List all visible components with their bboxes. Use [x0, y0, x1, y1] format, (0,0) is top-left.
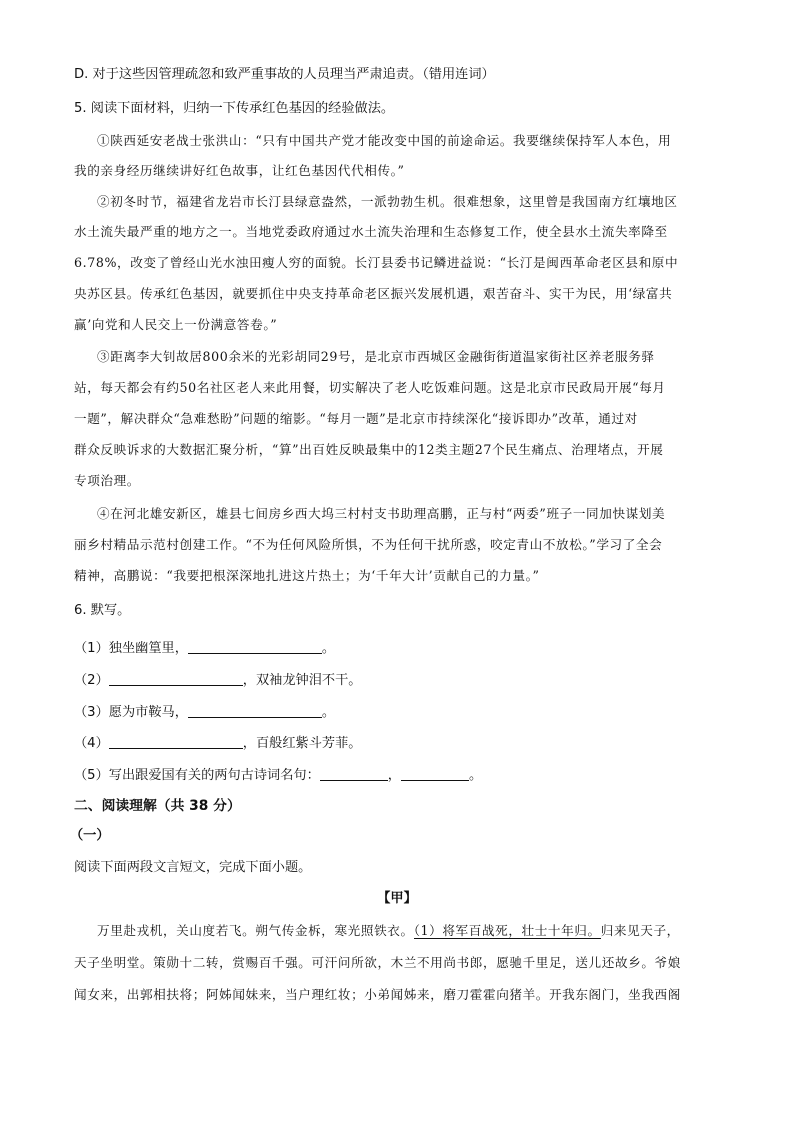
- answer-blank[interactable]: [401, 766, 469, 781]
- material-line: 群众反映诉求的大数据汇聚分析，“算”出百姓反映最集中的12类主题27个民生痛点、治理堵点，开展: [74, 442, 664, 457]
- answer-blank[interactable]: [109, 734, 243, 749]
- material-line: 站，每天都会有约50名社区老人来此用餐，切实解决了老人吃饭难问题。这是北京市民政局开展“每月: [74, 380, 666, 395]
- passage-line: 天子坐明堂。策勋十二转，赏赐百千强。可汗问所欲，木兰不用尚书郎，愿驰千里足，送儿还故乡。爷娘: [74, 955, 681, 970]
- dictation-item-1: [74, 639, 335, 658]
- material-line: 专项治理。: [74, 473, 140, 488]
- dictation-text: （4）: [74, 736, 109, 751]
- material-line: ④在河北雄安新区，雄县七间房乡西大坞三村村支书助理高鹏，正与村“两委”班子一同加快谋划美: [97, 506, 666, 521]
- material-line: 我的亲身经历继续讲好红色故事，让红色基因代代相传。”: [74, 163, 405, 178]
- underlined-sentence: （1）将军百战死，壮士十年归。: [413, 923, 601, 938]
- question-5-prompt: 5. 阅读下面材料，归纳一下传承红色基因的经验做法。: [74, 101, 395, 116]
- section-heading: 二、阅读理解（共 38 分）: [74, 798, 241, 814]
- material-line: 水土流失最严重的地方之一。当地党委政府通过水土流失治理和生态修复工作，使全县水土流失率降至: [74, 224, 668, 239]
- material-line: 丽乡村精品示范村创建工作。“不为任何风险所惧，不为任何干扰所惑，咬定青山不放松。”学习了全会: [74, 537, 663, 552]
- dictation-item-4: [74, 734, 361, 753]
- passage-text: 万里赴戎机，关山度若飞。朔气传金柝，寒光照铁衣。: [97, 923, 414, 938]
- material-line: 6.78%，改变了曾经山光水浊田瘦人穷的面貌。长汀县委书记鳞进益说：“长汀是闽西革命老区县和原中: [74, 255, 679, 270]
- passage-jia-title: 【甲】: [377, 891, 417, 906]
- dictation-text: （3）愿为市鞍马，: [74, 705, 188, 720]
- material-line: 赢’向党和人民交上一份满意答卷。”: [74, 317, 278, 332]
- dictation-text: 。: [321, 705, 336, 720]
- material-line: 央苏区县。传承红色基因，就要抓住中央支持革命老区振兴发展机遇，艰苦奋斗、实干为民，用‘绿富共: [74, 286, 673, 301]
- passage-line: 闻女来，出郭相扶将；阿姊闻妹来，当户理红妆；小弟闻姊来，磨刀霍霍向猪羊。开我东阁门，坐我西阁: [74, 987, 681, 1002]
- dictation-text: ，百般红紫斗芳菲。: [242, 736, 362, 751]
- material-line: ①陕西延安老战士张洪山：“只有中国共产党才能改变中国的前途命运。我要继续保持军人本色，用: [97, 133, 672, 148]
- subsection-heading: （一）: [70, 828, 110, 843]
- dictation-text: （2）: [74, 673, 109, 688]
- question-6-prompt: 6. 默写。: [74, 603, 131, 618]
- answer-blank[interactable]: [188, 703, 322, 718]
- material-line: ②初冬时节，福建省龙岩市长汀县绿意盎然，一派勃勃生机。很难想象，这里曾是我国南方红壤地区: [97, 194, 678, 209]
- dictation-item-2: [74, 671, 361, 690]
- dictation-text: ，双袖龙钟泪不干。: [242, 673, 362, 688]
- material-line: 精神，高鹏说：“我要把根深深地扎进这片热土；为‘千年大计’贡献自己的力量。”: [74, 568, 540, 583]
- dictation-text: （5）写出跟爱国有关的两句古诗词名句：: [74, 768, 320, 783]
- material-line: 一题”，解决群众“急难愁盼”问题的缩影。“每月一题”是北京市持续深化“接诉即办”改革，通过对: [74, 411, 638, 426]
- dictation-text: 。: [321, 641, 336, 656]
- dictation-item-3: [74, 703, 335, 722]
- dictation-text: 。: [468, 768, 483, 783]
- answer-blank[interactable]: [320, 766, 388, 781]
- reading-instruction: 阅读下面两段文言短文，完成下面小题。: [74, 860, 312, 875]
- passage-line: [97, 922, 680, 940]
- dictation-text: （1）独坐幽篁里，: [74, 641, 188, 656]
- dictation-text: ，: [387, 768, 401, 783]
- answer-blank[interactable]: [109, 671, 243, 686]
- material-line: ③距离李大钊故居800余米的光彩胡同29号，是北京市西城区金融街街道温家街社区养老服务驿: [97, 349, 655, 364]
- item-d: D. 对于这些因管理疏忽和致严重事故的人员理当严肃追责。（错用连词）: [74, 67, 495, 82]
- dictation-item-5: [74, 766, 482, 785]
- answer-blank[interactable]: [188, 639, 322, 654]
- passage-text: 归来见天子，: [600, 923, 680, 938]
